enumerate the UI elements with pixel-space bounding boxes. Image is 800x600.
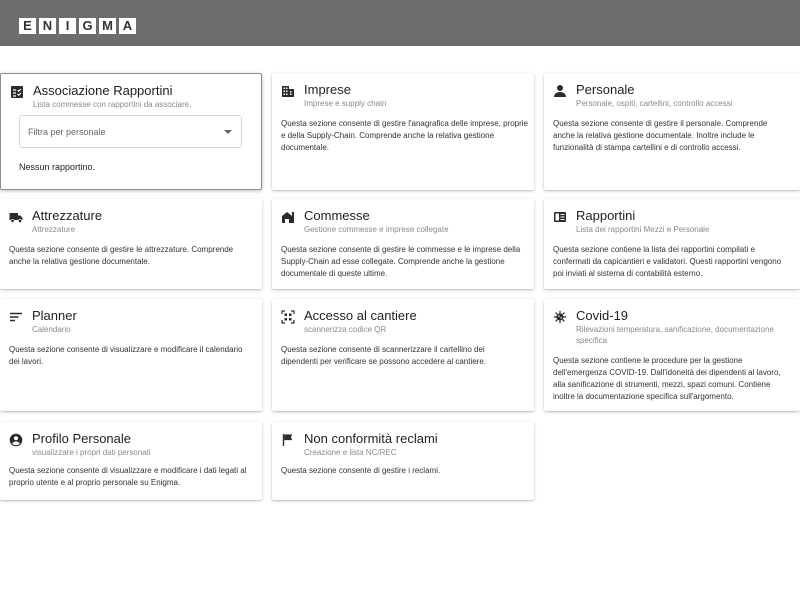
logo-letter: I (59, 18, 76, 34)
card-profilo-personale[interactable] (0, 422, 262, 500)
truck-icon (9, 210, 23, 224)
qr-scan-icon (281, 310, 295, 324)
card-description: Questa sezione consente di gestire le attrezzature. Comprende anche la relativa gestione documentale. (9, 245, 234, 266)
card-description: Questa sezione consente di gestire i reclami. (281, 466, 441, 475)
card-title: Imprese (304, 82, 351, 97)
card-subtitle: Gestione commesse e imprese collegate (304, 225, 449, 234)
card-subtitle: Imprese e supply chain (304, 99, 387, 108)
logo-letter: A (119, 18, 136, 34)
card-description: Questa sezione consente di gestire l'anagrafica delle imprese, proprie e della Supply-Chain. Comprende anche la relativa gestione documentale. (281, 119, 528, 152)
card-accesso-cantiere[interactable] (272, 299, 534, 411)
card-title: Covid-19 (576, 308, 629, 323)
flag-icon (281, 433, 295, 447)
card-non-conformita-reclami[interactable] (272, 422, 534, 500)
card-title: Non conformità reclami (304, 431, 438, 446)
card-title: Commesse (304, 208, 370, 223)
card-attrezzature[interactable] (0, 199, 262, 289)
card-title: Personale (576, 82, 635, 97)
card-title: Profilo Personale (32, 431, 131, 446)
logo-letter: N (39, 18, 56, 34)
card-rapportini[interactable] (544, 199, 800, 289)
card-commesse[interactable] (272, 199, 534, 289)
card-title: Planner (32, 308, 77, 323)
logo-letter: M (99, 18, 116, 34)
card-subtitle: Attrezzature (32, 225, 76, 234)
card-subtitle: Rilevazioni temperatura, sanificazione, documentazione specifica (576, 325, 774, 345)
card-imprese[interactable] (272, 73, 534, 190)
logo-letter: E (19, 18, 36, 34)
sort-lines-icon (9, 310, 23, 324)
card-description: Questa sezione consente di scannerizzare il cartellino dei dipendenti per verificare se possono accedere al cantiere. (281, 345, 487, 366)
card-description: Questa sezione consente di gestire le commesse e le imprese della Supply-Chain ad esse collegate. Comprende anche la gestione documentale di queste ultime. (281, 245, 521, 278)
empty-message: Nessun rapportino. (19, 162, 96, 172)
card-title: Associazione Rapportini (33, 83, 173, 98)
person-icon (553, 84, 567, 98)
card-description: Questa sezione contiene la lista dei rapportini compilati e confermati da capicantieri e validatori. Questi rapportini vengono poi inviati al sistema di contabilità esterno. (553, 245, 782, 278)
card-subtitle: Lista dei rapportini Mezzi e Personale (576, 225, 710, 234)
dropdown-arrow-icon (224, 130, 232, 134)
select-placeholder: Filtra per personale (28, 127, 106, 137)
card-subtitle: Personale, ospiti, cartellini, controllo accessi (576, 99, 733, 108)
card-subtitle: Lista commesse con rapportini da associare. (33, 100, 192, 109)
card-covid-19[interactable] (544, 299, 800, 411)
card-subtitle: Creazione e lista NC/REC (304, 448, 397, 457)
card-title: Attrezzature (32, 208, 103, 223)
report-icon (553, 210, 567, 224)
card-subtitle: Calendario (32, 325, 71, 334)
card-associazione-rapportini[interactable] (0, 73, 262, 190)
card-title: Rapportini (576, 208, 636, 223)
account-circle-icon (9, 433, 23, 447)
card-personale[interactable] (544, 73, 800, 190)
card-description: Questa sezione consente di visualizzare e modificare i dati legati al proprio utente e al proprio personale su Enigma. (9, 466, 247, 487)
card-subtitle: scannerizza codice QR (304, 325, 387, 334)
building-icon (281, 84, 295, 98)
personale-filter-select[interactable] (19, 115, 242, 148)
virus-icon (553, 310, 567, 324)
checklist-icon (10, 85, 24, 99)
card-description: Questa sezione contiene le procedure per la gestione dell'emergenza COVID-19. Dall'idoneità dei dipendenti al lavoro, alla sanificazione di strumenti, mezzi, spazi comuni. Contiene inoltre la documentazione specifica sull'argomento. (553, 356, 781, 401)
house-icon (281, 210, 295, 224)
card-description: Questa sezione consente di visualizzare e modificare il calendario dei lavori. (9, 345, 243, 366)
card-subtitle: visualizzare i propri dati personali (32, 448, 151, 457)
card-planner[interactable] (0, 299, 262, 411)
card-title: Accesso al cantiere (304, 308, 417, 323)
card-description: Questa sezione consente di gestire il personale. Comprende anche la relativa gestione documentale. Inoltre include le funzionalità di stampa cartellini e di controllo accessi. (553, 119, 768, 152)
logo-letter: G (79, 18, 96, 34)
